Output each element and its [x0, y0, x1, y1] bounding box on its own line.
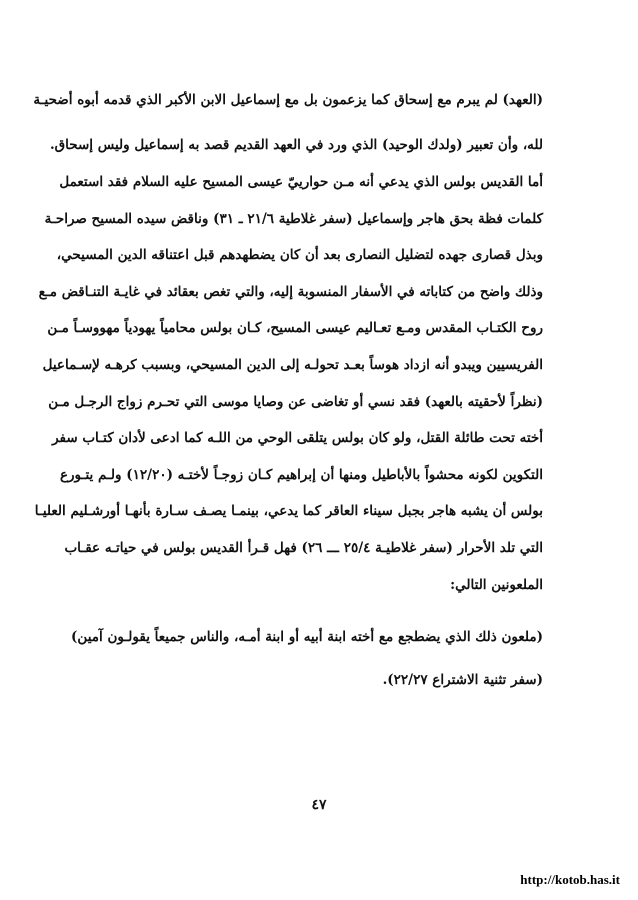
- paragraph-2: [34, 173, 543, 594]
- text-line: الفريسيين ويبدو أنه ازداد هوساً بعـد تحولـه إلى الدين المسيحي، وبسبب كرهـه لإسـماعيل: [42, 356, 543, 373]
- text-line: التكوين لكونه محشواً بالأباطيل ومنها أن إبراهيم كـان زوجـاً لأختـه (١٢/٢٠) ولـم يتـورع: [59, 466, 543, 483]
- text-line: (العهد) لم يبرم مع إسحاق كما يزعمون بل مع إسماعيل الابن الأكبر الذي قدمه أبوه أضحيـة: [33, 92, 543, 108]
- text-line: بولس أن يشبه هاجر بجبل سيناء العاقر كما يدعي، بينمـا يصـف سـارة بأنهـا أورشـليم العليـا: [34, 503, 543, 520]
- text-line: روح الكتـاب المقدس ومـع تعـاليم عيسى المسيح، كـان بولس محامياً يهودياً مهووسـاً مـن: [47, 320, 543, 337]
- text-line: أما القديس بولس الذي يدعي أنه مـن حوارييّ عيسى المسيح عليه السلام فقد استعمل: [59, 174, 543, 190]
- text-line: التي تلد الأحرار (سفر غلاطيـة ٢٥/٤ ـــ ٢٦) فهل قـرأ القديس بولس في حياتـه عقـاب: [64, 539, 543, 556]
- text-line: (نظراً لأحقيته بالعهد) فقد نسي أو تغاضى عن وصايا موسى التي تحـرم زواج الرجـل مـن: [48, 393, 543, 410]
- text-line: أخته تحت طائلة القتل، ولو كان بولس يتلقى الوحي من اللـه كما ادعى لأدان كتـاب سفر: [52, 430, 543, 447]
- text-line: وذلك واضح من كتاباته في الأسفار المنسوبة إليه، والتي تغص بعقائد في غايـة التنـاقض مـع: [38, 283, 543, 300]
- text-line: (سفر تثنية الاشتراع ٢٢/٢٧).: [382, 672, 543, 688]
- text-line: الملعونين التالي:: [450, 576, 543, 593]
- page-number: ٤٧: [311, 797, 327, 813]
- text-line: كلمات فظة بحق هاجر وإسماعيل (سفر غلاطية ٢١/٦ ـ ٣١) وناقض سيده المسيح صراحـة: [44, 210, 543, 227]
- text-line: لله، وأن تعبير (ولدك الوحيد) الذي ورد في العهد القديم قصد به إسماعيل وليس إسحاق.: [49, 137, 543, 153]
- paragraph-1: [33, 91, 543, 154]
- site-url: http://kotob.has.it: [520, 872, 620, 887]
- text-line: وبذل قصارى جهده لتضليل النصارى بعد أن كان يضطهدهم قبل اعتناقه الدين المسيحي،: [56, 247, 543, 264]
- quote-paragraph: [71, 628, 543, 689]
- text-line: (ملعون ذلك الذي يضطجع مع أخته ابنة أبيه أو ابنة أمـه، والناس جميعاً يقولـون آمين): [71, 629, 543, 645]
